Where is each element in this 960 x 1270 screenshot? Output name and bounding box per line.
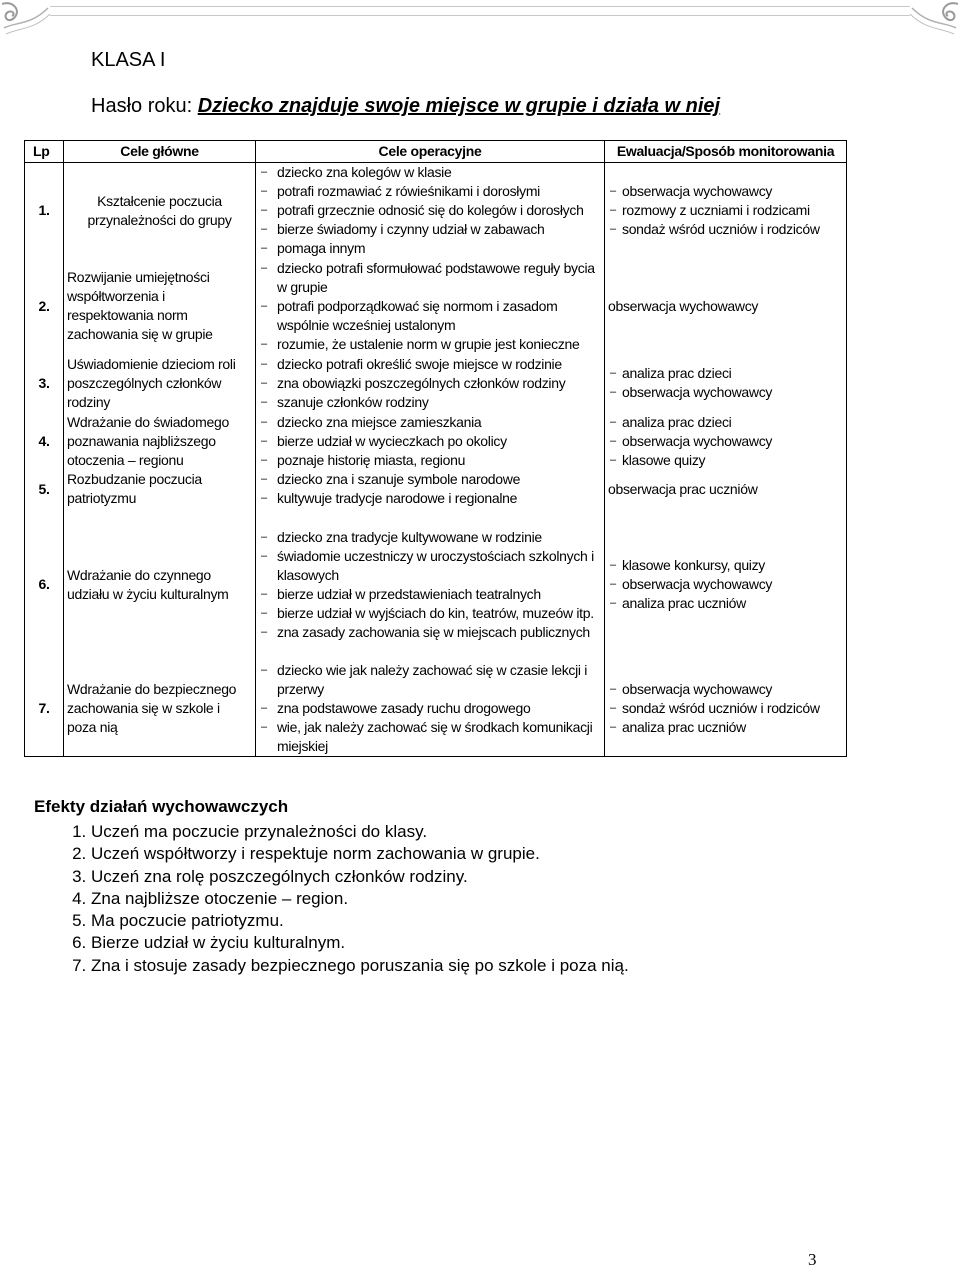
table-row: [25, 412, 847, 470]
list-item: – kultywuje tradycje narodowe i regionalne: [259, 489, 601, 508]
main-goal: Wdrażanie do czynnego udziału w życiu kulturalnym: [64, 508, 256, 661]
list-item: – pomaga innym: [259, 239, 601, 258]
list-item: – dziecko potrafi sformułować podstawowe reguły bycia w grupie: [259, 259, 601, 297]
evaluation: [605, 508, 847, 661]
list-item: – dziecko zna i szanuje symbole narodowe: [259, 470, 601, 489]
list-item: – dziecko zna tradycje kultywowane w rodzinie: [259, 528, 601, 547]
operational-goals: [256, 661, 605, 757]
effects-section: [34, 796, 629, 977]
main-goal: Uświadomienie dzieciom roli poszczególnych członków rodziny: [64, 354, 256, 412]
evaluation: [605, 354, 847, 412]
list-item: 3. Uczeń zna rolę poszczególnych członków rodziny.: [91, 866, 629, 888]
evaluation: [605, 412, 847, 470]
list-item: – bierze świadomy i czynny udział w zabawach: [259, 220, 601, 239]
ornament-left-icon: [0, 0, 52, 40]
list-item: – analiza prac dzieci: [608, 364, 843, 383]
operational-goals: [256, 470, 605, 508]
list-item: – rozmowy z uczniami i rodzicami: [608, 201, 843, 220]
operational-goals: [256, 163, 605, 259]
list-item: – bierze udział w wycieczkach po okolicy: [259, 432, 601, 451]
list-item: 1. Uczeń ma poczucie przynależności do klasy.: [91, 821, 629, 843]
plan-table: [24, 140, 847, 757]
effects-list: [34, 821, 629, 977]
row-number: 7.: [25, 661, 64, 757]
evaluation: obserwacja wychowawcy: [605, 258, 847, 354]
main-goal: Rozbudzanie poczucia patriotyzmu: [64, 470, 256, 508]
table-row: [25, 661, 847, 757]
list-item: 7. Zna i stosuje zasady bezpiecznego poruszania się po szkole i poza nią.: [91, 955, 629, 977]
motto: [91, 95, 720, 118]
evaluation: [605, 163, 847, 259]
list-item: – zna podstawowe zasady ruchu drogowego: [259, 699, 601, 718]
list-item: – dziecko wie jak należy zachować się w czasie lekcji i przerwy: [259, 661, 601, 699]
list-item: – dziecko zna miejsce zamieszkania: [259, 413, 601, 432]
list-item: – szanuje członków rodziny: [259, 393, 601, 412]
table-row: [25, 163, 847, 259]
main-goal: Wdrażanie do bezpiecznego zachowania się w szkole i poza nią: [64, 661, 256, 757]
operational-goals: [256, 258, 605, 354]
list-item: 2. Uczeń współtworzy i respektuje norm zachowania w grupie.: [91, 843, 629, 865]
operational-goals: [256, 412, 605, 470]
evaluation: obserwacja prac uczniów: [605, 470, 847, 508]
list-item: – poznaje historię miasta, regionu: [259, 451, 601, 470]
main-goal: Kształcenie poczucia przynależności do grupy: [64, 163, 256, 259]
effects-title: Efekty działań wychowawczych: [34, 797, 289, 816]
row-number: 5.: [25, 470, 64, 508]
list-item: – klasowe quizy: [608, 451, 843, 470]
list-item: 5. Ma poczucie patriotyzmu.: [91, 910, 629, 932]
column-header: Ewaluacja/Sposób monitorowania: [605, 141, 847, 163]
list-item: – sondaż wśród uczniów i rodziców: [608, 220, 843, 239]
column-header: Cele operacyjne: [256, 141, 605, 163]
column-header: Lp: [25, 141, 64, 163]
list-item: – analiza prac dzieci: [608, 413, 843, 432]
table-row: [25, 258, 847, 354]
list-item: – bierze udział w przedstawieniach teatralnych: [259, 585, 601, 604]
main-goal: Wdrażanie do świadomego poznawania najbliższego otoczenia – regionu: [64, 412, 256, 470]
main-goal: Rozwijanie umiejętności współtworzenia i respektowania norm zachowania się w grupie: [64, 258, 256, 354]
list-item: – świadomie uczestniczy w uroczystościach szkolnych i klasowych: [259, 547, 601, 585]
evaluation: [605, 661, 847, 757]
row-number: 1.: [25, 163, 64, 259]
list-item: – dziecko zna kolegów w klasie: [259, 163, 601, 182]
operational-goals: [256, 354, 605, 412]
list-item: – zna obowiązki poszczególnych członków rodziny: [259, 374, 601, 393]
table-header-row: [25, 141, 847, 163]
row-number: 2.: [25, 258, 64, 354]
list-item: – obserwacja wychowawcy: [608, 575, 843, 594]
motto-text: Dziecko znajduje swoje miejsce w grupie i działa w niej: [197, 95, 721, 117]
motto-label: Hasło roku:: [91, 95, 198, 117]
list-item: – zna zasady zachowania się w miejscach publicznych: [259, 623, 601, 642]
list-item: – obserwacja wychowawcy: [608, 182, 843, 201]
list-item: – potrafi rozmawiać z rówieśnikami i dorosłymi: [259, 182, 601, 201]
list-item: – bierze udział w wyjściach do kin, teatrów, muzeów itp.: [259, 604, 601, 623]
list-item: – dziecko potrafi określić swoje miejsce w rodzinie: [259, 355, 601, 374]
list-item: – potrafi podporządkować się normom i zasadom wspólnie wcześniej ustalonym: [259, 297, 601, 335]
row-number: 6.: [25, 508, 64, 661]
list-item: – rozumie, że ustalenie norm w grupie jest konieczne: [259, 335, 601, 354]
list-item: 4. Zna najbliższe otoczenie – region.: [91, 888, 629, 910]
row-number: 3.: [25, 354, 64, 412]
page-number: 3: [808, 1250, 817, 1269]
column-header: Cele główne: [64, 141, 256, 163]
list-item: – wie, jak należy zachować się w środkach komunikacji miejskiej: [259, 718, 601, 756]
list-item: – obserwacja wychowawcy: [608, 432, 843, 451]
list-item: – potrafi grzecznie odnosić się do kolegów i dorosłych: [259, 201, 601, 220]
table-row: [25, 508, 847, 661]
table-row: [25, 470, 847, 508]
ornament-right-icon: [908, 0, 960, 40]
table-row: [25, 354, 847, 412]
list-item: 6. Bierze udział w życiu kulturalnym.: [91, 932, 629, 954]
operational-goals: [256, 508, 605, 661]
list-item: – klasowe konkursy, quizy: [608, 556, 843, 575]
class-title: KLASA I: [91, 49, 166, 71]
list-item: – sondaż wśród uczniów i rodziców: [608, 699, 843, 718]
top-rule: [50, 6, 910, 16]
row-number: 4.: [25, 412, 64, 470]
list-item: – obserwacja wychowawcy: [608, 383, 843, 402]
list-item: – analiza prac uczniów: [608, 718, 843, 737]
list-item: – analiza prac uczniów: [608, 594, 843, 613]
list-item: – obserwacja wychowawcy: [608, 680, 843, 699]
